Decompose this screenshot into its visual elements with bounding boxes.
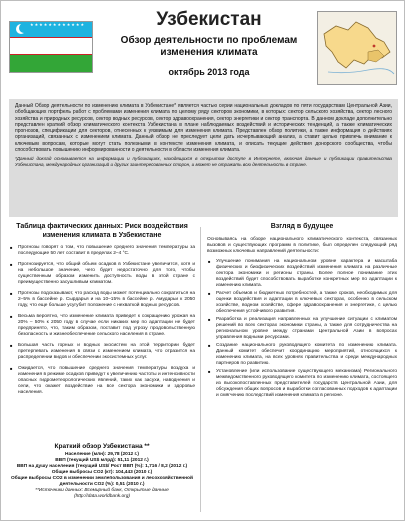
brief-line: Общие выбросы CO2 в изменении землепользования и лесохозяйственной деятельности CO2 (%): 0,51 (2010 г.) — [11, 476, 193, 487]
header — [9, 7, 398, 93]
right-heading: Взгляд в будущее — [270, 223, 334, 230]
brief-line: Население (млн): 29,78 (2012 г.) — [65, 452, 139, 457]
list-item: ■ Прогнозы говорят о том, что повышение среднего значения температуры за последующие 50 лет составит в пределах 2–4 °C. — [18, 245, 195, 257]
right-column — [207, 223, 397, 401]
intro-footnote: *Данный доклад основывается на информации и публикациях, находящихся в открытом доступе в Интернете, включая данные и публикации правительства Узбекистана, международных организаций и других заинтересованных сторон, и может не отражать всю деятельность в стране. — [15, 156, 392, 168]
right-lead: Основываясь на обзоре национального климатического контекста, связанных вызовов и существующих программ в политике, был определен следующий ряд возможных ключевых направлений деятельности: — [207, 236, 397, 254]
page-title: Узбекистан — [156, 9, 262, 30]
list-item: ■ Улучшение понимания на национальном уровне характера и масштаба физических и биофизических воздействий изменения климата на различные сектора экономики и регионы страны. Более полное понимание этих воздействий будет способствовать выработке конкретных мер по адаптации к изменению климата. — [216, 259, 397, 289]
column-divider — [200, 227, 201, 512]
country-brief — [9, 443, 195, 500]
list-item: ■ Создание национального руководящего комитета по изменению климата. Данный комитет обеспечит координацию мероприятий, относящихся к изменению климата, на всех уровнях правительства и среди международных партнеров по развитию. — [216, 343, 397, 367]
intro-text: Данный Обзор деятельности по изменению климата в Узбекистане* является частью серии национальных докладов по пяти государствам Центральной Азии, обобщающих портфель работ с проблемами изменения климата по целому ряду секторов экономики, в которых: сектор сельского хозяйства, сектор лесного хозяйства и природных ресурсов, сектор водных ресурсов, сектор здравоохранения, сектор энергетики и сектор транспорта. В данном докладе дополнительно представлен краткий обзор климатического контекста Узбекистана в плане наблюдаемых воздействий и исторических тенденций, а также климатических прогнозов, спецификации для секторов, отнесенных к уязвимым для изменения климата. Представлен обзор политики, а также информация о действиях организаций, связанных с изменением климата. Данный обзор не преследует цели дать исчерпывающий анализ, а ставит целью привлечь внимание к ключевым вопросам, которые могут стать полезными в контексте изменения климата, и описать текущие действия донорского сообщества, чтобы способствовать повышению информированности о деятельности в области изменения климата. — [15, 103, 392, 154]
uzbekistan-flag: ★★★★★★★★★★★★ — [9, 21, 93, 73]
list-item: ■ Большая часть горных и водных экосистем на этой территории будет претерпевать изменения в связи с изменением климата, что отразится на распределении видов и обеспечении экосистемных услуг. — [18, 343, 195, 361]
page-subtitle: Обзор деятельности по проблемам изменения климата — [120, 35, 298, 58]
report-date: октябрь 2013 года — [168, 67, 250, 77]
brief-source: **Источники данных: Всемирный банк, Открытые данные (http://data.worldbank.org) — [35, 488, 169, 499]
list-item: ■ Разработка и реализация направленных на улучшение ситуации с климатом решений во всех секторах экономики страны, а также для сотрудничества на региональном уровне между странами Центральной Азии в вопросах управления водными ресурсами. — [216, 317, 397, 341]
map-graphic — [318, 12, 396, 84]
country-map — [317, 11, 397, 85]
list-item: ■ Ожидается, что повышение среднего значения температуры воздуха и изменения в режиме осадков приведут к увеличению частоты и интенсивности опасных гидрометеорологических явлений, таких как засухи, наводнения и сели, что окажет воздействие на все сектора экономики и здоровье населения. — [18, 366, 195, 396]
list-item: ■ Прогнозируется, что общий объем осадков в Узбекистане увеличится, хотя и на небольшое значение, чего будет недостаточно для того, чтобы существенным образом изменить доступность воды в этой стране с преимущественно засушливым климатом. — [18, 262, 195, 286]
brief-line: Общие выбросы CO2 (кт): 104,443 (2010 г.) — [51, 470, 153, 475]
risk-list — [9, 245, 195, 396]
outlook-list — [207, 259, 397, 399]
title-block — [119, 9, 299, 77]
list-item: ■ Прогнозы подсказывают, что расход воды может потенциально сократиться на 2–5% в бассейне р. Сырдарья и на 10–15% в бассейне р. Амударьи к 2050 году, что еще больше усугубит положение с нехваткой водных ресурсов. — [18, 291, 195, 309]
list-item: ■ Расчет объемов и бюджетных потребностей, а также сроков, необходимых для оценки воздействия и адаптации в ключевых секторах, особенно в сельском хозяйстве, водном хозяйстве, сфере здравоохранения и энергетике, с целью обеспечения устойчивого развития. — [216, 291, 397, 315]
brief-line: ВВП на душу населения (текущий US$/ Рост ВВП (%): 1,716 / 8,2 (2012 г.) — [16, 464, 188, 469]
list-item: ■ Весьма вероятно, что изменение климата приведет к сокращению урожая на 20% – 50% к 2050 году в случае если никаких мер по адаптации не будет предпринято, что, таким образом, поставит под угрозу продовольственную безопасность и жизнеобеспечение сельского населения в стране. — [18, 314, 195, 338]
brief-heading: Краткий обзор Узбекистана ** — [54, 443, 150, 450]
list-item: ■ Установление (или использование существующего механизма) Регионального межведомственного руководящего комитета по изменению климата, состоящего из высокопоставленных представителей государств Центральной Азии, для обсуждения общих вопросов и выработки согласованных подходов к адаптации и смягчению последствий изменения климата в регионе. — [216, 369, 397, 399]
intro-box — [9, 99, 398, 217]
brief-line: ВВП (текущий US$ млрд): 51,11 (2012 г.) — [55, 458, 149, 463]
left-heading: Таблица фактических данных: Риск воздействия изменения климата в Узбекистане — [16, 223, 188, 239]
left-column — [9, 223, 195, 401]
